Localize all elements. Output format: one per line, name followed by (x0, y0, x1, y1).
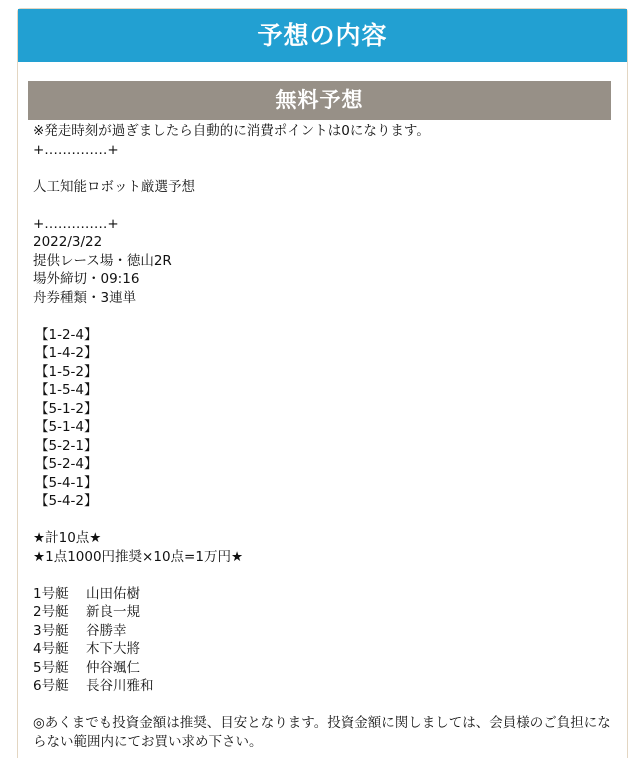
section-title: 無料予想 (28, 81, 611, 120)
boat-number: 3号艇 (33, 622, 69, 639)
page-title: 予想の内容 (18, 9, 627, 62)
racer-name: 長谷川雅和 (86, 678, 154, 694)
boat-row (33, 640, 611, 659)
race-date: 2022/3/22 (33, 234, 103, 250)
separator-bottom: +‥‥‥‥‥‥‥+ (33, 215, 119, 232)
boat-row (33, 603, 611, 622)
spacer (33, 196, 611, 215)
racer-name: 新良一規 (86, 604, 140, 620)
combination-item: 【1-4-2】 (35, 345, 98, 361)
prediction-panel (17, 8, 628, 758)
separator-top: +‥‥‥‥‥‥‥+ (33, 141, 119, 158)
racer-name: 木下大將 (86, 641, 140, 657)
boat-number: 1号艇 (33, 585, 69, 602)
spacer (33, 159, 611, 178)
spacer (33, 566, 611, 585)
boat-number: 4号艇 (33, 641, 69, 657)
ai-prediction-title: 人工知能ロボット厳選予想 (33, 178, 195, 195)
ticket-type: 舟券種類・3連単 (33, 289, 137, 306)
boat-row (33, 659, 611, 678)
combination-item: 【5-4-2】 (35, 493, 98, 509)
racer-name: 仲谷颯仁 (86, 659, 140, 676)
boat-number: 6号艇 (33, 678, 69, 694)
race-venue: 提供レース場・徳山2R (33, 252, 172, 269)
combination-item: 【5-1-4】 (35, 419, 98, 435)
boat-list (33, 585, 611, 696)
combination-list (33, 326, 611, 511)
spacer (33, 511, 611, 530)
warning-text: ※発走時刻が過ぎましたら自動的に消費ポイントは0になります。 (33, 123, 430, 139)
boat-number: 5号艇 (33, 659, 69, 676)
boat-number: 2号艇 (33, 604, 69, 620)
investment-notice: ◎あくまでも投資金額は推奨、目安となります。投資金額に関しましては、会員様のご負担にならない範囲内にてお買い求め下さい。 (33, 715, 611, 750)
combination-item: 【5-4-1】 (35, 474, 98, 491)
boat-row (33, 585, 611, 604)
boat-row (33, 677, 611, 696)
combination-item: 【5-2-1】 (35, 437, 98, 454)
combination-item: 【1-5-2】 (35, 363, 98, 380)
combination-item: 【5-1-2】 (35, 400, 98, 417)
boat-row (33, 622, 611, 641)
bet-recommendation: ★1点1000円推奨×10点=1万円★ (33, 548, 244, 565)
spacer (33, 307, 611, 326)
racer-name: 山田佑樹 (86, 585, 140, 602)
prediction-content (33, 122, 611, 751)
total-points: ★計10点★ (33, 530, 102, 546)
spacer (33, 696, 611, 715)
racer-name: 谷勝幸 (86, 622, 127, 639)
combination-item: 【1-2-4】 (35, 326, 98, 343)
combination-item: 【5-2-4】 (35, 456, 98, 472)
combination-item: 【1-5-4】 (35, 382, 98, 398)
race-deadline: 場外締切・09:16 (33, 271, 140, 287)
